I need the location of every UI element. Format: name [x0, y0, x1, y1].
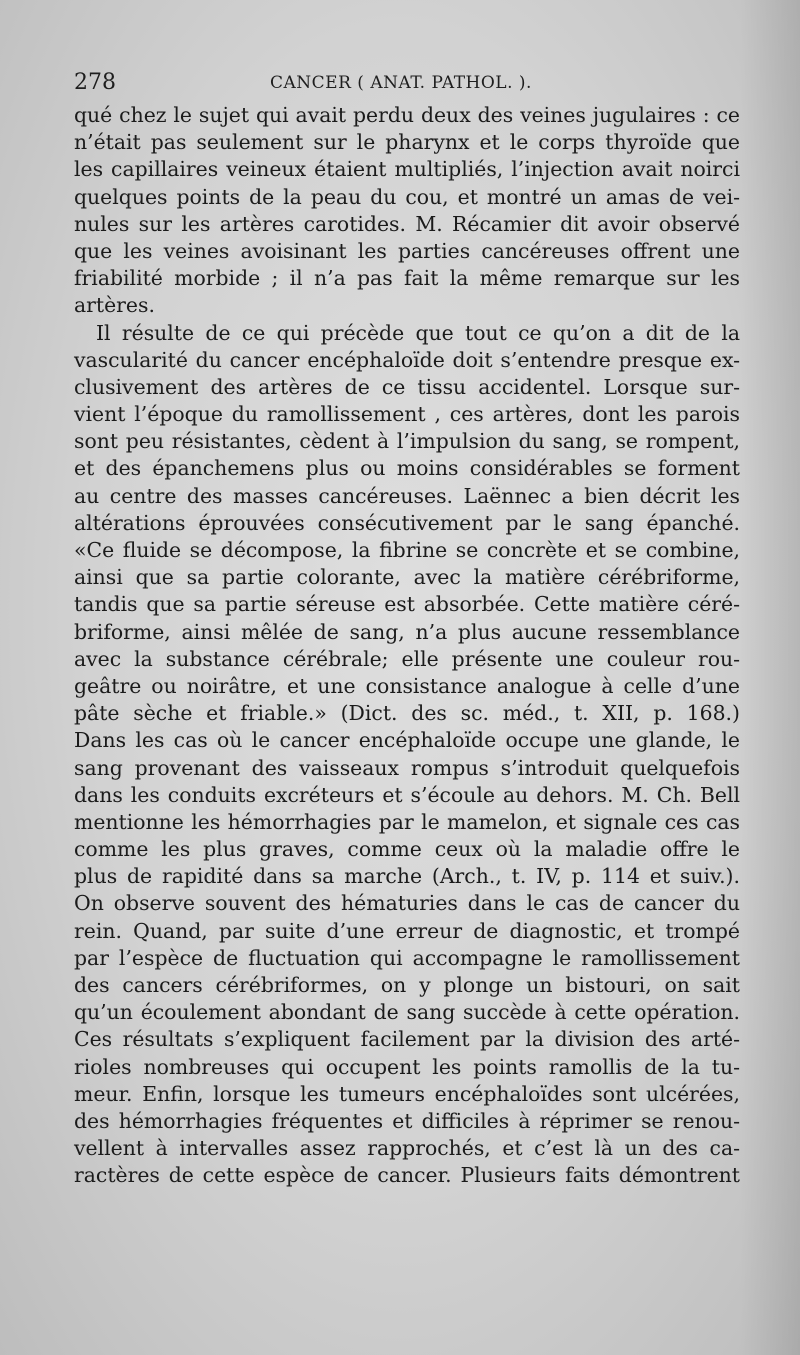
text-line: Il résulte de ce qui précède que tout ce qu’on a dit de la	[96, 320, 740, 345]
text-line: tandis que sa partie séreuse est absorbée. Cette matière céré-	[74, 592, 740, 617]
text-line: friabilité morbide ; il n’a pas fait la même remarque sur les	[74, 266, 740, 291]
text-line: On observe souvent des hématuries dans le cas de cancer du	[74, 891, 740, 916]
text-line: nules sur les artères carotides. M. Récamier dit avoir observé	[74, 211, 740, 236]
text-line: briforme, ainsi mêlée de sang, n’a plus aucune ressemblance	[74, 619, 740, 644]
text-line: n’était pas seulement sur le pharynx et le corps thyroïde que	[74, 130, 740, 155]
text-line: clusivement des artères de ce tissu accidentel. Lorsque sur-	[74, 374, 740, 399]
text-line: sang provenant des vaisseaux rompus s’introduit quelquefois	[74, 755, 740, 780]
running-head	[74, 66, 740, 100]
text-line: vascularité du cancer encéphaloïde doit s’entendre presque ex-	[74, 347, 740, 372]
text-line: avec la substance cérébrale; elle présente une couleur rou-	[74, 646, 740, 671]
text-line: geâtre ou noirâtre, et une consistance analogue à celle d’une	[74, 673, 740, 698]
text-line: meur. Enfin, lorsque les tumeurs encéphaloïdes sont ulcérées,	[74, 1081, 740, 1106]
text-line: artères.	[74, 293, 155, 318]
text-line: qué chez le sujet qui avait perdu deux des veines jugulaires : ce	[74, 103, 740, 127]
running-title: CANCER ( ANAT. PATHOL. ).	[270, 73, 532, 93]
text-line: quelques points de la peau du cou, et montré un amas de vei-	[74, 184, 740, 209]
page-edge-shadow	[740, 0, 800, 1355]
text-line: et des épanchemens plus ou moins considérables se forment	[74, 456, 740, 481]
text-line: altérations éprouvées consécutivement par le sang épanché.	[74, 510, 740, 535]
text-line: mentionne les hémorrhagies par le mamelon, et signale ces cas	[74, 809, 740, 834]
text-line: dans les conduits excréteurs et s’écoule au dehors. M. Ch. Bell	[74, 782, 740, 807]
text-line: vient l’époque du ramollissement , ces artères, dont les parois	[74, 402, 740, 427]
text-line: rein. Quand, par suite d’une erreur de diagnostic, et trompé	[74, 918, 740, 943]
text-line: ainsi que sa partie colorante, avec la matière cérébriforme,	[74, 565, 740, 590]
text-line: au centre des masses cancéreuses. Laënnec a bien décrit les	[74, 483, 740, 508]
text-line: des cancers cérébriformes, on y plonge un bistouri, on sait	[74, 973, 740, 997]
text-line: vellent à intervalles assez rapprochés, et c’est là un des ca-	[74, 1136, 740, 1161]
text-line: qu’un écoulement abondant de sang succède à cette opération.	[74, 1000, 740, 1025]
text-line: des hémorrhagies fréquentes et difficiles à réprimer se renou-	[74, 1108, 740, 1133]
text-line: pâte sèche et friable.» (Dict. des sc. méd., t. XII, p. 168.)	[74, 701, 740, 726]
page-number: 278	[74, 70, 116, 95]
text-line: Dans les cas où le cancer encéphaloïde occupe une glande, le	[74, 728, 740, 753]
text-line: comme les plus graves, comme ceux où la maladie offre le	[74, 837, 740, 862]
text-line: par l’espèce de fluctuation qui accompagne le ramollissement	[74, 945, 740, 970]
text-line: les capillaires veineux étaient multipliés, l’injection avait noirci	[74, 157, 740, 182]
text-line: rioles nombreuses qui occupent les points ramollis de la tu-	[74, 1054, 740, 1079]
text-line: ractères de cette espèce de cancer. Plusieurs faits démontrent	[74, 1163, 740, 1188]
text-line: que les veines avoisinant les parties cancéreuses offrent une	[74, 238, 740, 263]
text-line: «Ce fluide se décompose, la fibrine se concrète et se combine,	[74, 538, 740, 562]
text-line: sont peu résistantes, cèdent à l’impulsion du sang, se rompent,	[74, 429, 740, 454]
text-line: plus de rapidité dans sa marche (Arch., t. IV, p. 114 et suiv.).	[74, 864, 740, 889]
body-text	[74, 102, 740, 1190]
text-line: Ces résultats s’expliquent facilement par la division des arté-	[74, 1027, 740, 1052]
